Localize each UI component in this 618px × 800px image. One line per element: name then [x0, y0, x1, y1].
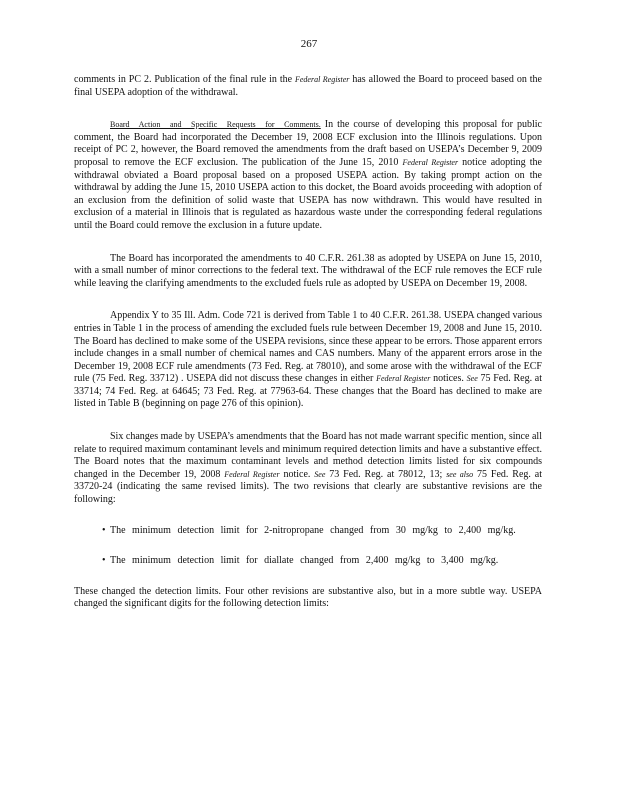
text-run: In the course of developing this proposal for public comment, the Board had incorporated the December 19, 2008 ECF exclusion into the Illinois regulations. Upon receipt of PC 2, however, the Board removed the amendments from the draft based on USEPA’s December 9, 2009 proposal to remove the ECF exclusion. The publication of the June 15, 2010: [74, 119, 542, 168]
text-run: 75 Fed. Reg. at 33714; 74 Fed. Reg. at 64645; 73 Fed. Reg. at 77963-64. These changes that the Board has declined to make are listed in Table B (beginning on page 276 of this opinion).: [74, 373, 543, 410]
text-run: notice adopting the withdrawal obviated a Board proposal based on a proposed USEPA action. By taking prompt action on the withdrawal by adding the June 15, 2010 USEPA action to this docket, the Board avoids proceeding with adoption of an exclusion from the definition of solid waste that USEPA has now withdrawn. This would have resulted in exclusion of a material in Illinois that is regulated as hazardous waste under the corresponding federal regulations until the Board could remove the exclusion in a future update.: [74, 156, 542, 231]
text-run: comments in PC 2. Publication of the final rule in the: [74, 74, 295, 85]
see-signal: See: [314, 469, 326, 479]
text-run: Six changes made by USEPA’s amendments that the Board has not made warrant specific mention, since all relate to required maximum contaminant levels and minimum required detection limits and have a substantive effect. The Board notes that the maximum contaminant levels and method detection limits listed for six compounds changed in the December 19, 2008: [74, 431, 543, 480]
paragraph-2: [74, 119, 542, 232]
text-run: notice.: [279, 468, 315, 480]
see-also-signal: see also: [446, 469, 474, 479]
section-heading: Board Action and Specific Requests for Comments.: [110, 120, 321, 130]
body-text: [74, 74, 542, 624]
federal-register-citation: Federal Register: [376, 374, 431, 384]
paragraph-3: The Board has incorporated the amendments to 40 C.F.R. 261.38 as adopted by USEPA on June 15, 2010, with a small number of minor corrections to the federal text. The withdrawal of the ECF rule removes the ECF rule while leaving the clarifying amendments to the excluded fuels rule as adopted by USEPA on December 19, 2008.: [74, 252, 542, 289]
federal-register-citation: Federal Register: [224, 469, 280, 479]
detection-limit-list: [74, 525, 542, 568]
text-run: has allowed the Board to proceed based on the final USEPA adoption of the withdrawal.: [74, 74, 542, 98]
see-signal: See: [466, 374, 478, 384]
text-run: notices.: [430, 373, 467, 385]
page-number: 267: [300, 38, 318, 50]
paragraph-6: These changed the detection limits. Four other revisions are substantive also, but in a more subtle way. USEPA changed the significant digits for the following detection limits:: [74, 585, 542, 610]
list-item: • The minimum detection limit for 2-nitropropane changed from 30 mg/kg to 2,400 mg/kg.: [74, 525, 542, 538]
paragraph-5: [74, 431, 542, 507]
text-run: 73 Fed. Reg. at 78012, 13;: [325, 468, 447, 480]
text-run: Appendix Y to 35 Ill. Adm. Code 721 is derived from Table 1 to 40 C.F.R. 261.38. USEPA changed various entries in Table 1 in the process of amending the excluded fuels rule between December 19, 2008 and June 15, 2010. The Board has declined to make some of the USEPA revisions, since these appear to be errors. Those apparent errors include changes in a small number of chemical names and CAS numbers. Many of the apparent errors arose in the December 19, 2008 ECF rule amendments (73 Fed. Reg. at 78010), and some arose with the withdrawal of the ECF rule (75 Fed. Reg. 33712) . USEPA did not discuss these changes in either: [74, 310, 542, 385]
list-item: • The minimum detection limit for diallate changed from 2,400 mg/kg to 3,400 mg/kg.: [74, 555, 542, 568]
federal-register-citation: Federal Register: [402, 157, 459, 167]
federal-register-citation: Federal Register: [294, 75, 350, 84]
paragraph-1: [74, 74, 542, 99]
paragraph-4: [74, 310, 542, 411]
text-run: 75 Fed. Reg. at 33720-24 (indicating the same revised limits). The two revisions that clearly are substantive revisions are the following:: [74, 468, 542, 506]
